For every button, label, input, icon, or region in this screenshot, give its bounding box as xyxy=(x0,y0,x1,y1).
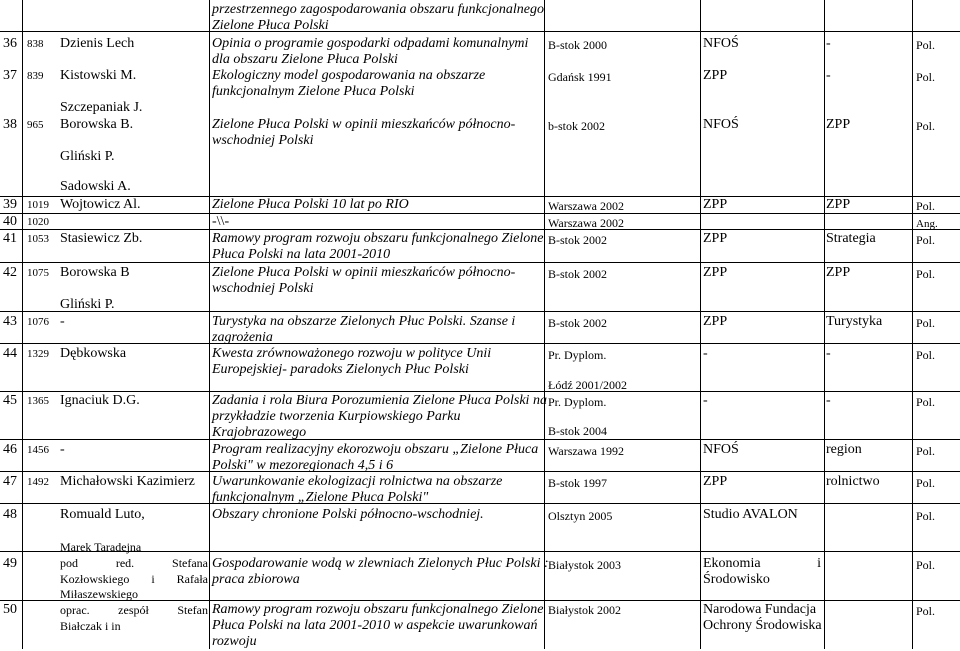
publisher: ZPP xyxy=(703,474,728,489)
series: Strategia xyxy=(826,231,876,246)
place-year: B-stok 2002 xyxy=(548,316,608,330)
record-id: 1492 xyxy=(27,476,49,488)
author: Ignaciuk D.G. xyxy=(60,393,140,408)
series: ZPP xyxy=(826,117,851,132)
series: region xyxy=(826,442,862,457)
grid-hline xyxy=(0,31,960,32)
publisher: NFOŚ xyxy=(703,36,739,51)
author-word: oprac. xyxy=(60,603,90,617)
title-line: Opinia o programie gospodarki odpadami komunalnymi xyxy=(212,36,529,51)
publisher: Ochrony Środowiska xyxy=(703,618,822,633)
row-number: 37 xyxy=(3,68,17,83)
row-number: 49 xyxy=(3,556,17,571)
language: Pol. xyxy=(916,558,936,572)
publisher: - xyxy=(703,393,708,408)
language: Pol. xyxy=(916,476,936,490)
author: Michałowski Kazimierz xyxy=(60,474,195,489)
language: Pol. xyxy=(916,70,936,84)
record-id: 839 xyxy=(27,70,44,82)
publisher: Środowisko xyxy=(703,572,770,587)
author: - xyxy=(60,314,65,329)
publisher-word: i xyxy=(817,556,821,571)
row-number: 36 xyxy=(3,36,17,51)
series: - xyxy=(826,36,831,51)
record-id: 965 xyxy=(27,119,44,131)
place-year: B-stok 2002 xyxy=(548,267,608,281)
author: Kistowski M. xyxy=(60,68,137,83)
row-number: 47 xyxy=(3,474,17,489)
language: Pol. xyxy=(916,509,936,523)
author-word: zespół xyxy=(118,603,149,617)
author: Dębkowska xyxy=(60,346,127,361)
title-line: Płuca Polski na lata 2001-2010 xyxy=(212,247,391,262)
author: Białczak i in xyxy=(60,619,121,633)
record-id: 1053 xyxy=(27,233,49,245)
record-id: 1365 xyxy=(27,395,49,407)
author-word: Rafała xyxy=(176,572,208,586)
place-year: B-stok 1997 xyxy=(548,476,608,490)
title-line: Ekologiczny model gospodarowania na obszarze xyxy=(212,68,486,83)
publisher: Studio AVALON xyxy=(703,507,798,522)
language: Pol. xyxy=(916,119,936,133)
record-id: 1075 xyxy=(27,267,49,279)
place-year: Białystok 2002 xyxy=(548,603,622,617)
place-year: b-stok 2002 xyxy=(548,119,605,133)
title-line: zagrożenia xyxy=(212,330,273,345)
grid-hline xyxy=(0,196,960,197)
publisher: ZPP xyxy=(703,68,728,83)
author: Stasiewicz Zb. xyxy=(60,231,143,246)
title-line: przestrzennego zagospodarowania obszaru funkcjonalnego xyxy=(212,2,544,17)
row-number: 43 xyxy=(3,314,17,329)
author: Gliński P. xyxy=(60,149,115,164)
series: ZPP xyxy=(826,265,851,280)
grid-hline xyxy=(0,471,960,472)
series: - xyxy=(826,68,831,83)
author: Szczepaniak J. xyxy=(60,100,143,115)
row-number: 42 xyxy=(3,265,17,280)
title-line: Zielone Płuca Polski 10 lat po RIO xyxy=(212,197,409,212)
title-line: rozwoju xyxy=(212,634,257,649)
place-year: Białystok 2003 xyxy=(548,558,622,572)
place-year: B-stok 2002 xyxy=(548,233,608,247)
author: Marek Taradejna xyxy=(60,540,142,554)
publisher: ZPP xyxy=(703,265,728,280)
author: Wojtowicz Al. xyxy=(60,197,141,212)
publisher: - xyxy=(703,346,708,361)
language: Pol. xyxy=(916,199,936,213)
title-line: Krajobrazowego xyxy=(212,425,307,440)
author-word: Stefana xyxy=(172,556,208,570)
title-line: Gospodarowanie wodą w zlewniach Zielonych Płuc Polski : xyxy=(212,556,549,571)
grid-hline xyxy=(0,213,960,214)
author-word: i xyxy=(151,572,155,586)
title-line: funkcjonalnym „Zielone Płuca Polski" xyxy=(212,490,429,505)
author-word: Kozłowskiego xyxy=(60,572,130,586)
title-line: Płuca Polski na lata 2001-2010 w aspekcie uwarunkowań xyxy=(212,618,538,633)
row-number: 46 xyxy=(3,442,17,457)
language: Pol. xyxy=(916,444,936,458)
record-id: 1329 xyxy=(27,348,49,360)
record-id: 1019 xyxy=(27,199,49,211)
language: Pol. xyxy=(916,395,936,409)
place-year: B-stok 2000 xyxy=(548,38,608,52)
title-line: Polski" w mezoregionach 4,5 i 6 xyxy=(212,458,394,473)
title-line: funkcjonalnym Zielone Płuca Polski xyxy=(212,84,415,99)
row-number: 44 xyxy=(3,346,17,361)
record-id: 838 xyxy=(27,38,44,50)
place-year: B-stok 2004 xyxy=(548,424,608,438)
place-year: Warszawa 2002 xyxy=(548,216,625,230)
grid-hline xyxy=(0,343,960,344)
publisher: ZPP xyxy=(703,231,728,246)
title-line: Zadania i rola Biura Porozumienia Zielone Płuca Polski na xyxy=(212,393,547,408)
language: Pol. xyxy=(916,316,936,330)
place-year: Warszawa 2002 xyxy=(548,199,625,213)
place-type: Pr. Dyplom. xyxy=(548,348,607,362)
grid-hline xyxy=(0,439,960,440)
record-id: 1456 xyxy=(27,444,49,456)
title-line: Zielone Płuca Polski xyxy=(212,18,329,33)
record-id: 1076 xyxy=(27,316,49,328)
title-line: Turystyka na obszarze Zielonych Płuc Polski. Szanse i xyxy=(212,314,516,329)
author: Borowska B. xyxy=(60,117,134,132)
author-word: red. xyxy=(115,556,135,570)
row-number: 39 xyxy=(3,197,17,212)
grid-hline xyxy=(0,311,960,312)
language: Pol. xyxy=(916,38,936,52)
row-number: 45 xyxy=(3,393,17,408)
author: Miłaszewskiego xyxy=(60,587,138,601)
title-line: Uwarunkowanie ekologizacji rolnictwa na obszarze xyxy=(212,474,503,489)
row-number: 50 xyxy=(3,602,17,617)
publisher: Narodowa Fundacja xyxy=(703,602,817,617)
author: Romuald Luto, xyxy=(60,507,145,522)
author: - xyxy=(60,442,65,457)
title-line: praca zbiorowa xyxy=(212,572,300,587)
title-line: Ramowy program rozwoju obszaru funkcjonalnego Zielone xyxy=(212,602,544,617)
publisher-word: Ekonomia xyxy=(703,556,761,571)
grid-hline xyxy=(0,503,960,504)
title-line: Kwesta zrównoważonego rozwoju w polityce Unii xyxy=(212,346,492,361)
publisher: ZPP xyxy=(703,314,728,329)
author-word: Stefan xyxy=(177,603,208,617)
series: Turystyka xyxy=(826,314,883,329)
title-line: Zielone Płuca Polski w opinii mieszkańców północno- xyxy=(212,117,516,132)
record-id: 1020 xyxy=(27,216,49,228)
series: ZPP xyxy=(826,197,851,212)
place-year: Olsztyn 2005 xyxy=(548,509,613,523)
publisher: NFOŚ xyxy=(703,442,739,457)
ditto-mark: -\\- xyxy=(212,214,230,229)
row-number: 38 xyxy=(3,117,17,132)
publisher: ZPP xyxy=(703,197,728,212)
place-year: Gdańsk 1991 xyxy=(548,70,612,84)
title-line: Europejskiej- paradoks Zielonych Płuc Polski xyxy=(212,362,469,377)
author: Sadowski A. xyxy=(60,179,131,194)
title-line: Obszary chronione Polski północno-wschodniej. xyxy=(212,507,484,522)
title-line: wschodniej Polski xyxy=(212,133,314,148)
author: Gliński P. xyxy=(60,297,115,312)
language: Ang. xyxy=(916,218,938,230)
title-line: Program realizacyjny ekorozwoju obszaru „Zielone Płuca xyxy=(212,442,539,457)
language: Pol. xyxy=(916,604,936,618)
row-number: 40 xyxy=(3,214,17,229)
grid-hline xyxy=(0,262,960,263)
publisher: NFOŚ xyxy=(703,117,739,132)
title-line: przykładzie tworzenia Kurpiowskiego Parku xyxy=(212,409,461,424)
language: Pol. xyxy=(916,348,936,362)
title-line: Ramowy program rozwoju obszaru funkcjonalnego Zielone xyxy=(212,231,544,246)
place-type: Pr. Dyplom. xyxy=(548,395,607,409)
language: Pol. xyxy=(916,267,936,281)
row-number: 48 xyxy=(3,507,17,522)
title-line: dla obszaru Zielone Płuca Polski xyxy=(212,52,398,67)
series: rolnictwo xyxy=(826,474,880,489)
title-line: wschodniej Polski xyxy=(212,281,314,296)
grid-hline xyxy=(0,551,960,552)
author: Borowska B xyxy=(60,265,130,280)
author-word: pod xyxy=(60,556,78,570)
title-line: Zielone Płuca Polski w opinii mieszkańców północno- xyxy=(212,265,516,280)
series: - xyxy=(826,346,831,361)
language: Pol. xyxy=(916,233,936,247)
author: Dzienis Lech xyxy=(60,36,135,51)
row-number: 41 xyxy=(3,231,17,246)
series: - xyxy=(826,393,831,408)
place-year: Warszawa 1992 xyxy=(548,444,625,458)
place-year: Łódź 2001/2002 xyxy=(548,378,627,392)
